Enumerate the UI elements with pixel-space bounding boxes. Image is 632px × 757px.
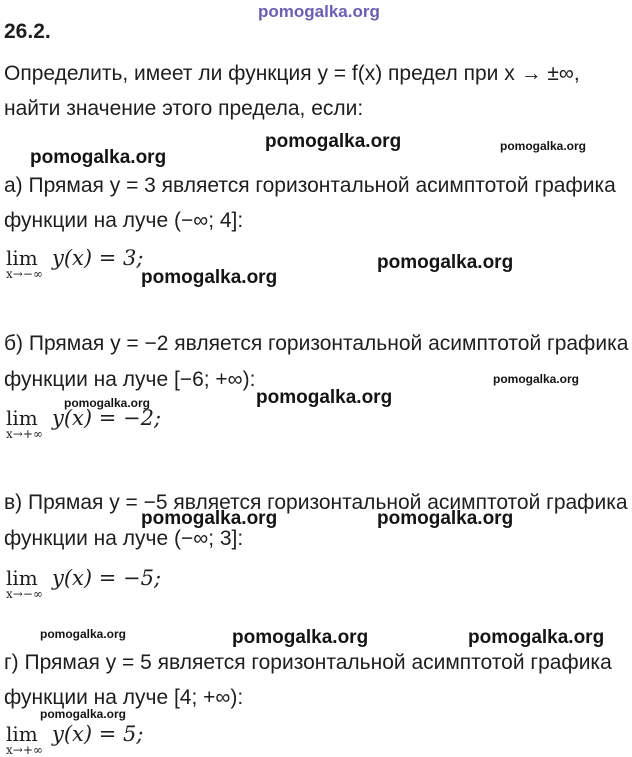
watermark: pomogalka.org — [377, 508, 514, 529]
intro-line-2: найти значение этого предела, если: — [4, 97, 364, 120]
part-c-expression: y(x) = −5; — [52, 566, 162, 590]
watermark: pomogalka.org — [493, 372, 580, 386]
part-a-limit — [6, 248, 43, 281]
watermark: pomogalka.org — [468, 627, 605, 648]
lim-subscript: x→−∞ — [6, 587, 43, 601]
part-d-expression: y(x) = 5; — [52, 722, 144, 746]
part-c-line-2: функции на луче (−∞; 3]: — [4, 527, 244, 550]
part-b-expression: y(x) = −2; — [52, 406, 162, 430]
part-b-line-1: б) Прямая y = −2 является горизонтальной асимптотой графика — [4, 332, 629, 355]
part-b-limit — [6, 408, 43, 441]
problem-number: 26.2. — [4, 20, 51, 43]
part-b-line-2: функции на луче [−6; +∞): — [4, 368, 256, 391]
intro-line-1: Определить, имеет ли функция y = f(x) предел при x → ±∞, — [4, 62, 580, 85]
part-a-line-1: а) Прямая y = 3 является горизонтальной асимптотой графика — [4, 174, 616, 197]
part-a-line-2: функции на луче (−∞; 4]: — [4, 209, 244, 232]
lim-word: lim — [6, 722, 38, 746]
lim-subscript: x→+∞ — [6, 743, 43, 757]
watermark: pomogalka.org — [141, 508, 278, 529]
watermark: pomogalka.org — [141, 267, 278, 288]
lim-word: lim — [6, 406, 38, 430]
part-d-limit — [6, 724, 43, 757]
watermark: pomogalka.org — [30, 147, 167, 168]
lim-word: lim — [6, 566, 38, 590]
part-a-expression: y(x) = 3; — [52, 246, 144, 270]
watermark-top: pomogalka.org — [258, 2, 380, 21]
lim-subscript: x→−∞ — [6, 267, 43, 281]
watermark: pomogalka.org — [40, 627, 127, 641]
watermark: pomogalka.org — [256, 387, 393, 408]
watermark: pomogalka.org — [265, 131, 402, 152]
watermark: pomogalka.org — [377, 252, 514, 273]
part-c-limit — [6, 568, 43, 601]
watermark: pomogalka.org — [500, 139, 587, 153]
part-c-line-1: в) Прямая y = −5 является горизонтальной асимптотой графика — [4, 491, 628, 514]
watermark: pomogalka.org — [40, 707, 127, 721]
lim-subscript: x→+∞ — [6, 427, 43, 441]
part-d-line-2: функции на луче [4; +∞): — [4, 686, 244, 709]
part-d-line-1: г) Прямая y = 5 является горизонтальной асимптотой графика — [4, 651, 612, 674]
watermark: pomogalka.org — [232, 627, 369, 648]
watermark: pomogalka.org — [64, 396, 151, 410]
lim-word: lim — [6, 246, 38, 270]
